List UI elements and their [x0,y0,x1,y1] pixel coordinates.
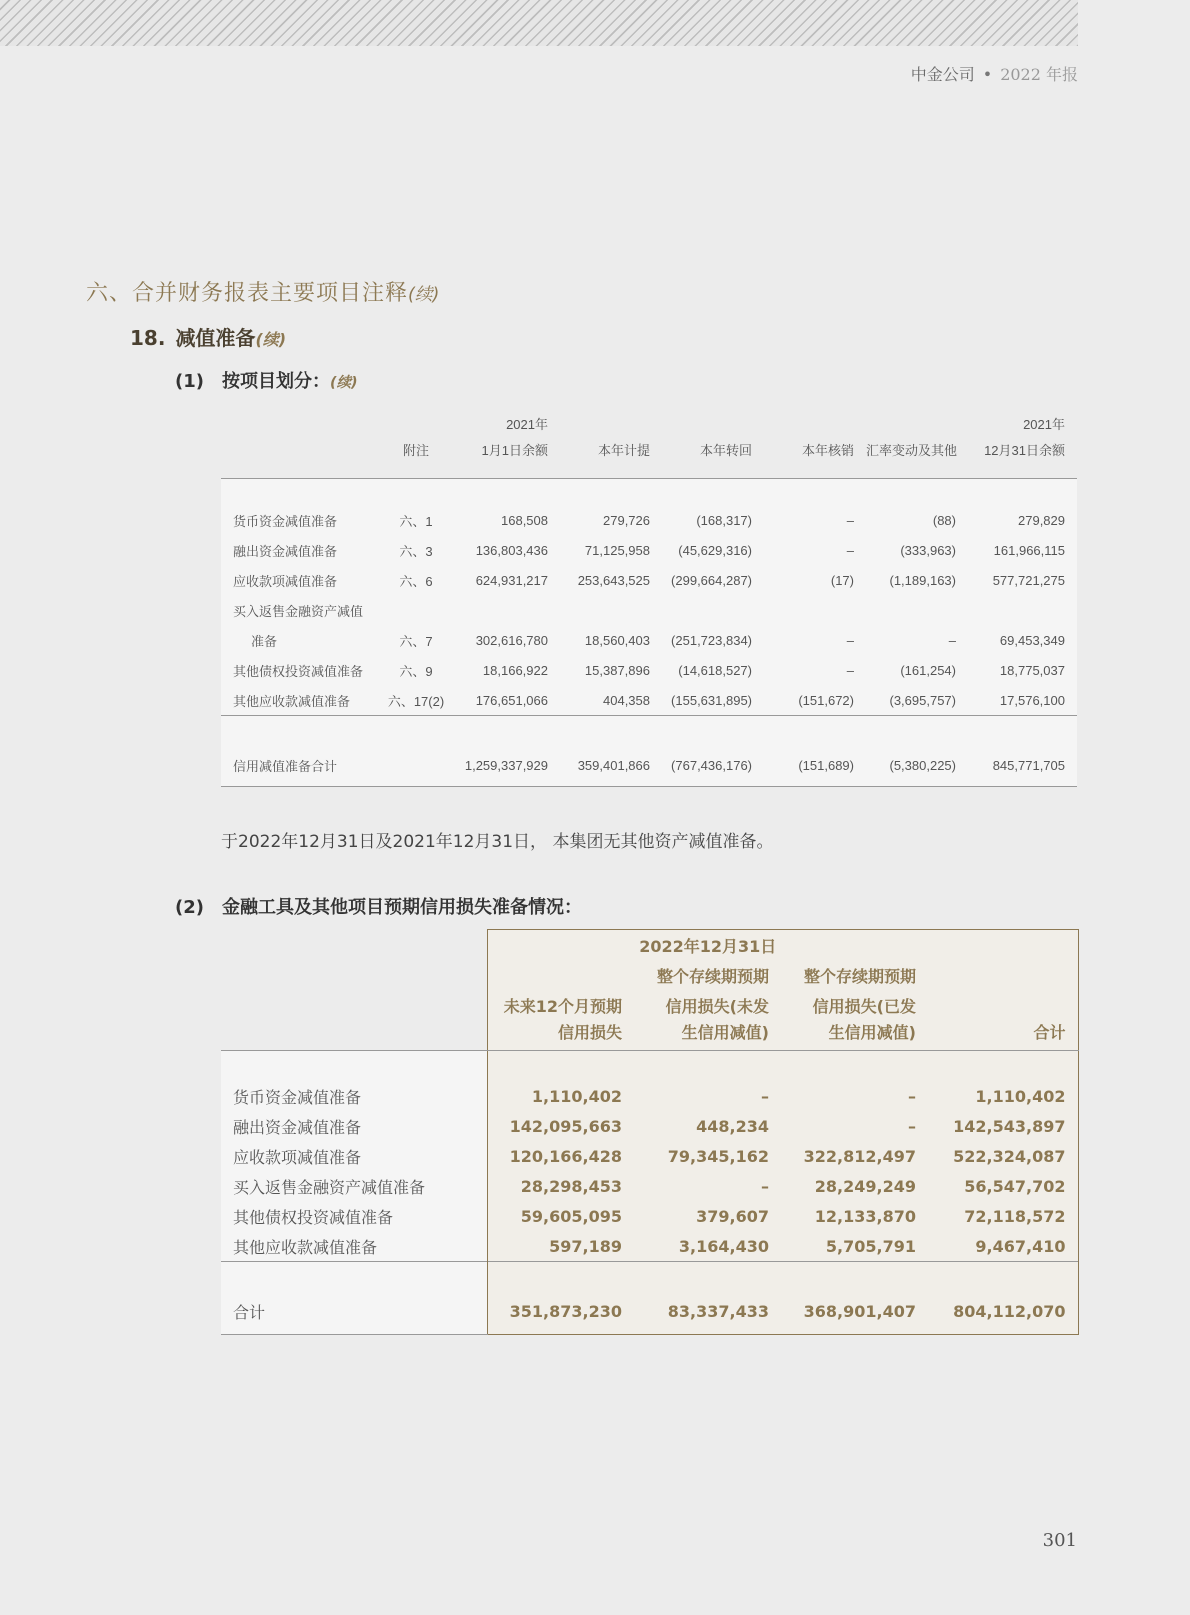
cell-value: – [846,542,854,558]
column-header: 本年转回 [662,438,764,479]
row-label: 买入返售金融资产减值 [233,603,364,619]
spacer-cell [928,1262,1078,1297]
cell-value: 69,453,349 [999,632,1065,648]
no-other-impairment-note: 于2022年12月31日及2021年12月31日， 本集团无其他资产减值准备。 [221,832,774,852]
table-row [221,1171,1078,1201]
header-row-date [221,930,1078,961]
spacer-cell [221,479,381,506]
cell-value: 79,345,162 [634,1141,781,1171]
cell-value: 302,616,780 [475,632,548,648]
cell-value: 522,324,087 [928,1141,1078,1171]
cell-value: 404,358 [603,692,650,708]
bullet-icon: • [982,65,993,84]
row-label: 其他应收款减值准备 [221,1231,487,1262]
total-label: 合计 [221,1296,487,1335]
total-value: 368,901,407 [781,1296,928,1335]
total-label: 信用减值准备合计 [221,750,381,787]
cell-value [451,595,560,625]
spacer-cell [634,1051,781,1082]
section-continued: (续) [408,285,440,305]
spacer-cell [381,479,451,506]
spacer-cell [487,1262,634,1297]
column-year-header: 2021年 [1023,416,1065,432]
cell-value: 15,387,896 [584,662,650,678]
spacer-cell [560,479,662,506]
column-year-header [764,408,866,438]
column-header: 生信用减值) [634,1020,781,1051]
cell-value: 71,125,958 [584,542,650,558]
part1-title: 按项目划分： [222,371,330,392]
header-row [221,960,1078,990]
column-header: 信用损失 [487,1020,634,1051]
cell-value [560,595,662,625]
cell-value: – [781,1111,928,1141]
column-header [928,990,1078,1020]
part1-heading [175,367,358,393]
column-header: 1月1日余额 [451,438,560,479]
header-blank [221,930,487,961]
spacer-cell [221,716,381,751]
cell-value: (17) [830,572,854,588]
cell-value: – [781,1081,928,1111]
row-label: 货币资金减值准备 [221,1081,487,1111]
spacer-cell [866,479,968,506]
subsection-continued: (续) [255,330,287,349]
row-note-ref: 六、17(2) [387,693,445,709]
spacer-cell [451,479,560,506]
column-year-header [662,408,764,438]
row-label: 应收款项减值准备 [233,573,338,589]
subsection-title-text: 减值准备 [175,326,256,350]
cell-value [866,595,968,625]
row-note-ref: 六、7 [399,633,433,649]
part1-number: (1) [175,371,204,392]
report-year: 2022 年报 [1000,65,1078,84]
header-row [221,1020,1078,1051]
total-value: (5,380,225) [866,750,968,787]
cell-value: (155,631,895) [671,692,752,708]
cell-value: (168,317) [696,512,752,528]
row-note-ref [381,595,451,625]
cell-value: 379,607 [634,1201,781,1231]
section-title [86,276,439,307]
part2-title: 金融工具及其他项目预期信用损失准备情况： [222,897,582,918]
cell-value: (333,963) [900,542,956,558]
column-header: 整个存续期预期 [781,960,928,990]
column-header: 汇率变动及其他 [866,438,968,479]
column-header: 合计 [928,1020,1078,1051]
impairment-by-item-table [221,408,1077,787]
cell-value: 168,508 [501,512,548,528]
cell-value: (88) [932,512,956,528]
cell-value: 5,705,791 [781,1231,928,1262]
header-blank [928,930,1078,961]
table-row [221,1141,1078,1171]
spacer-cell [221,1051,487,1082]
row-note-ref: 六、9 [399,663,433,679]
spacer-cell [781,1262,928,1297]
table-row [221,595,1077,625]
column-header: 本年核销 [764,438,866,479]
cell-value [764,595,866,625]
header-row [221,990,1078,1020]
cell-value: – [846,662,854,678]
row-label: 其他债权投资减值准备 [233,663,364,679]
cell-value: 28,249,249 [781,1171,928,1201]
cell-value: 18,166,922 [482,662,548,678]
header-blank [221,960,487,990]
cell-value [968,595,1077,625]
column-year-header: 2021年 [506,416,548,432]
table-row [221,1231,1078,1262]
cell-value [662,595,764,625]
column-header: 本年计提 [560,438,662,479]
total-value: 359,401,866 [560,750,662,787]
total-value [381,750,451,787]
cell-value: (299,664,287) [671,572,752,588]
company-name: 中金公司 [910,65,975,84]
total-value: (767,436,176) [662,750,764,787]
total-row [221,750,1077,787]
column-header: 附注 [381,438,451,479]
spacer-row [221,1262,1078,1297]
cell-value: 253,643,525 [577,572,650,588]
cell-value: (45,629,316) [678,542,752,558]
header-row [221,438,1077,479]
column-header [221,438,381,479]
total-value: (151,689) [764,750,866,787]
cell-value: 136,803,436 [475,542,548,558]
part1-continued: (续) [330,375,358,391]
cell-value: – [846,632,854,648]
cell-value: (151,672) [798,692,854,708]
cell-value: 577,721,275 [992,572,1065,588]
total-value: 1,259,337,929 [451,750,560,787]
total-value: 351,873,230 [487,1296,634,1335]
column-year-header [221,408,381,438]
table-row [221,1201,1078,1231]
spacer-cell [560,716,662,751]
row-label: 应收款项减值准备 [221,1141,487,1171]
cell-value: (14,618,527) [678,662,752,678]
row-label: 准备 [251,633,278,649]
row-label: 融出资金减值准备 [233,543,338,559]
cell-value: – [634,1081,781,1111]
cell-value: 597,189 [487,1231,634,1262]
table-row [221,625,1077,655]
spacer-cell [662,479,764,506]
spacer-cell [764,716,866,751]
cell-value: 18,775,037 [999,662,1065,678]
table-row [221,505,1077,535]
row-label: 其他债权投资减值准备 [221,1201,487,1231]
cell-value: (161,254) [900,662,956,678]
subsection-number: 18. [130,326,166,350]
spacer-cell [451,716,560,751]
column-year-header [866,408,968,438]
spacer-cell [634,1262,781,1297]
cell-value: – [846,512,854,528]
row-label: 买入返售金融资产减值准备 [221,1171,487,1201]
header-blank [221,1020,487,1051]
spacer-cell [662,716,764,751]
cell-value: 59,605,095 [487,1201,634,1231]
spacer-cell [781,1051,928,1082]
column-header: 整个存续期预期 [634,960,781,990]
total-value: 83,337,433 [634,1296,781,1335]
cell-value: 624,931,217 [475,572,548,588]
table-row [221,685,1077,716]
cell-value: 1,110,402 [487,1081,634,1111]
cell-value: 120,166,428 [487,1141,634,1171]
table-row [221,655,1077,685]
column-year-header [381,408,451,438]
spacer-cell [764,479,866,506]
cell-value: 28,298,453 [487,1171,634,1201]
cell-value: – [634,1171,781,1201]
spacer-cell [487,1051,634,1082]
part2-number: (2) [175,897,204,918]
spacer-cell [221,1262,487,1297]
column-header: 12月31日余额 [968,438,1077,479]
row-note-ref: 六、1 [399,513,433,529]
total-value: 845,771,705 [968,750,1077,787]
column-header: 生信用减值) [781,1020,928,1051]
spacer-cell [928,1051,1078,1082]
cell-value: – [948,632,956,648]
cell-value: 322,812,497 [781,1141,928,1171]
row-label: 融出资金减值准备 [221,1111,487,1141]
cell-value: 9,467,410 [928,1231,1078,1262]
cell-value: (251,723,834) [671,632,752,648]
spacer-cell [968,716,1077,751]
table-row [221,1081,1078,1111]
column-header [928,960,1078,990]
cell-value: 448,234 [634,1111,781,1141]
row-label: 货币资金减值准备 [233,513,338,529]
part2-heading [175,893,582,919]
row-label: 其他应收款减值准备 [233,693,351,709]
spacer-row [221,479,1077,506]
total-value: 804,112,070 [928,1296,1078,1335]
spacer-cell [381,716,451,751]
spacer-cell [866,716,968,751]
row-note-ref: 六、3 [399,543,433,559]
table-row [221,565,1077,595]
cell-value: 3,164,430 [634,1231,781,1262]
cell-value: 161,966,115 [993,542,1065,558]
cell-value: 18,560,403 [584,632,650,648]
subsection-title [130,322,286,351]
column-header: 信用损失(未发 [634,990,781,1020]
ecl-provision-table [221,929,1078,1335]
spacer-row [221,716,1077,751]
table-row [221,1111,1078,1141]
table-row [221,535,1077,565]
cell-value: 12,133,870 [781,1201,928,1231]
decorative-stripe-band [0,0,1078,46]
row-note-ref: 六、6 [399,573,433,589]
cell-value: 56,547,702 [928,1171,1078,1201]
cell-value: 142,543,897 [928,1111,1078,1141]
spacer-row [221,1051,1078,1082]
header-row-years [221,408,1077,438]
date-header: 2022年12月31日 [487,930,928,961]
cell-value: (1,189,163) [889,572,956,588]
cell-value: 72,118,572 [928,1201,1078,1231]
column-year-header [560,408,662,438]
cell-value: 1,110,402 [928,1081,1078,1111]
header-blank [221,990,487,1020]
cell-value: 279,726 [603,512,650,528]
running-header [911,62,1078,85]
section-title-text: 六、合并财务报表主要项目注释 [86,281,409,306]
total-row [221,1296,1078,1335]
spacer-cell [968,479,1077,506]
page-number: 301 [1042,1530,1077,1551]
cell-value: 279,829 [1018,512,1065,528]
cell-value: (3,695,757) [889,692,956,708]
cell-value: 17,576,100 [999,692,1065,708]
column-header: 未来12个月预期 [487,990,634,1020]
cell-value: 142,095,663 [487,1111,634,1141]
column-header [487,960,634,990]
column-header: 信用损失(已发 [781,990,928,1020]
cell-value: 176,651,066 [475,692,548,708]
